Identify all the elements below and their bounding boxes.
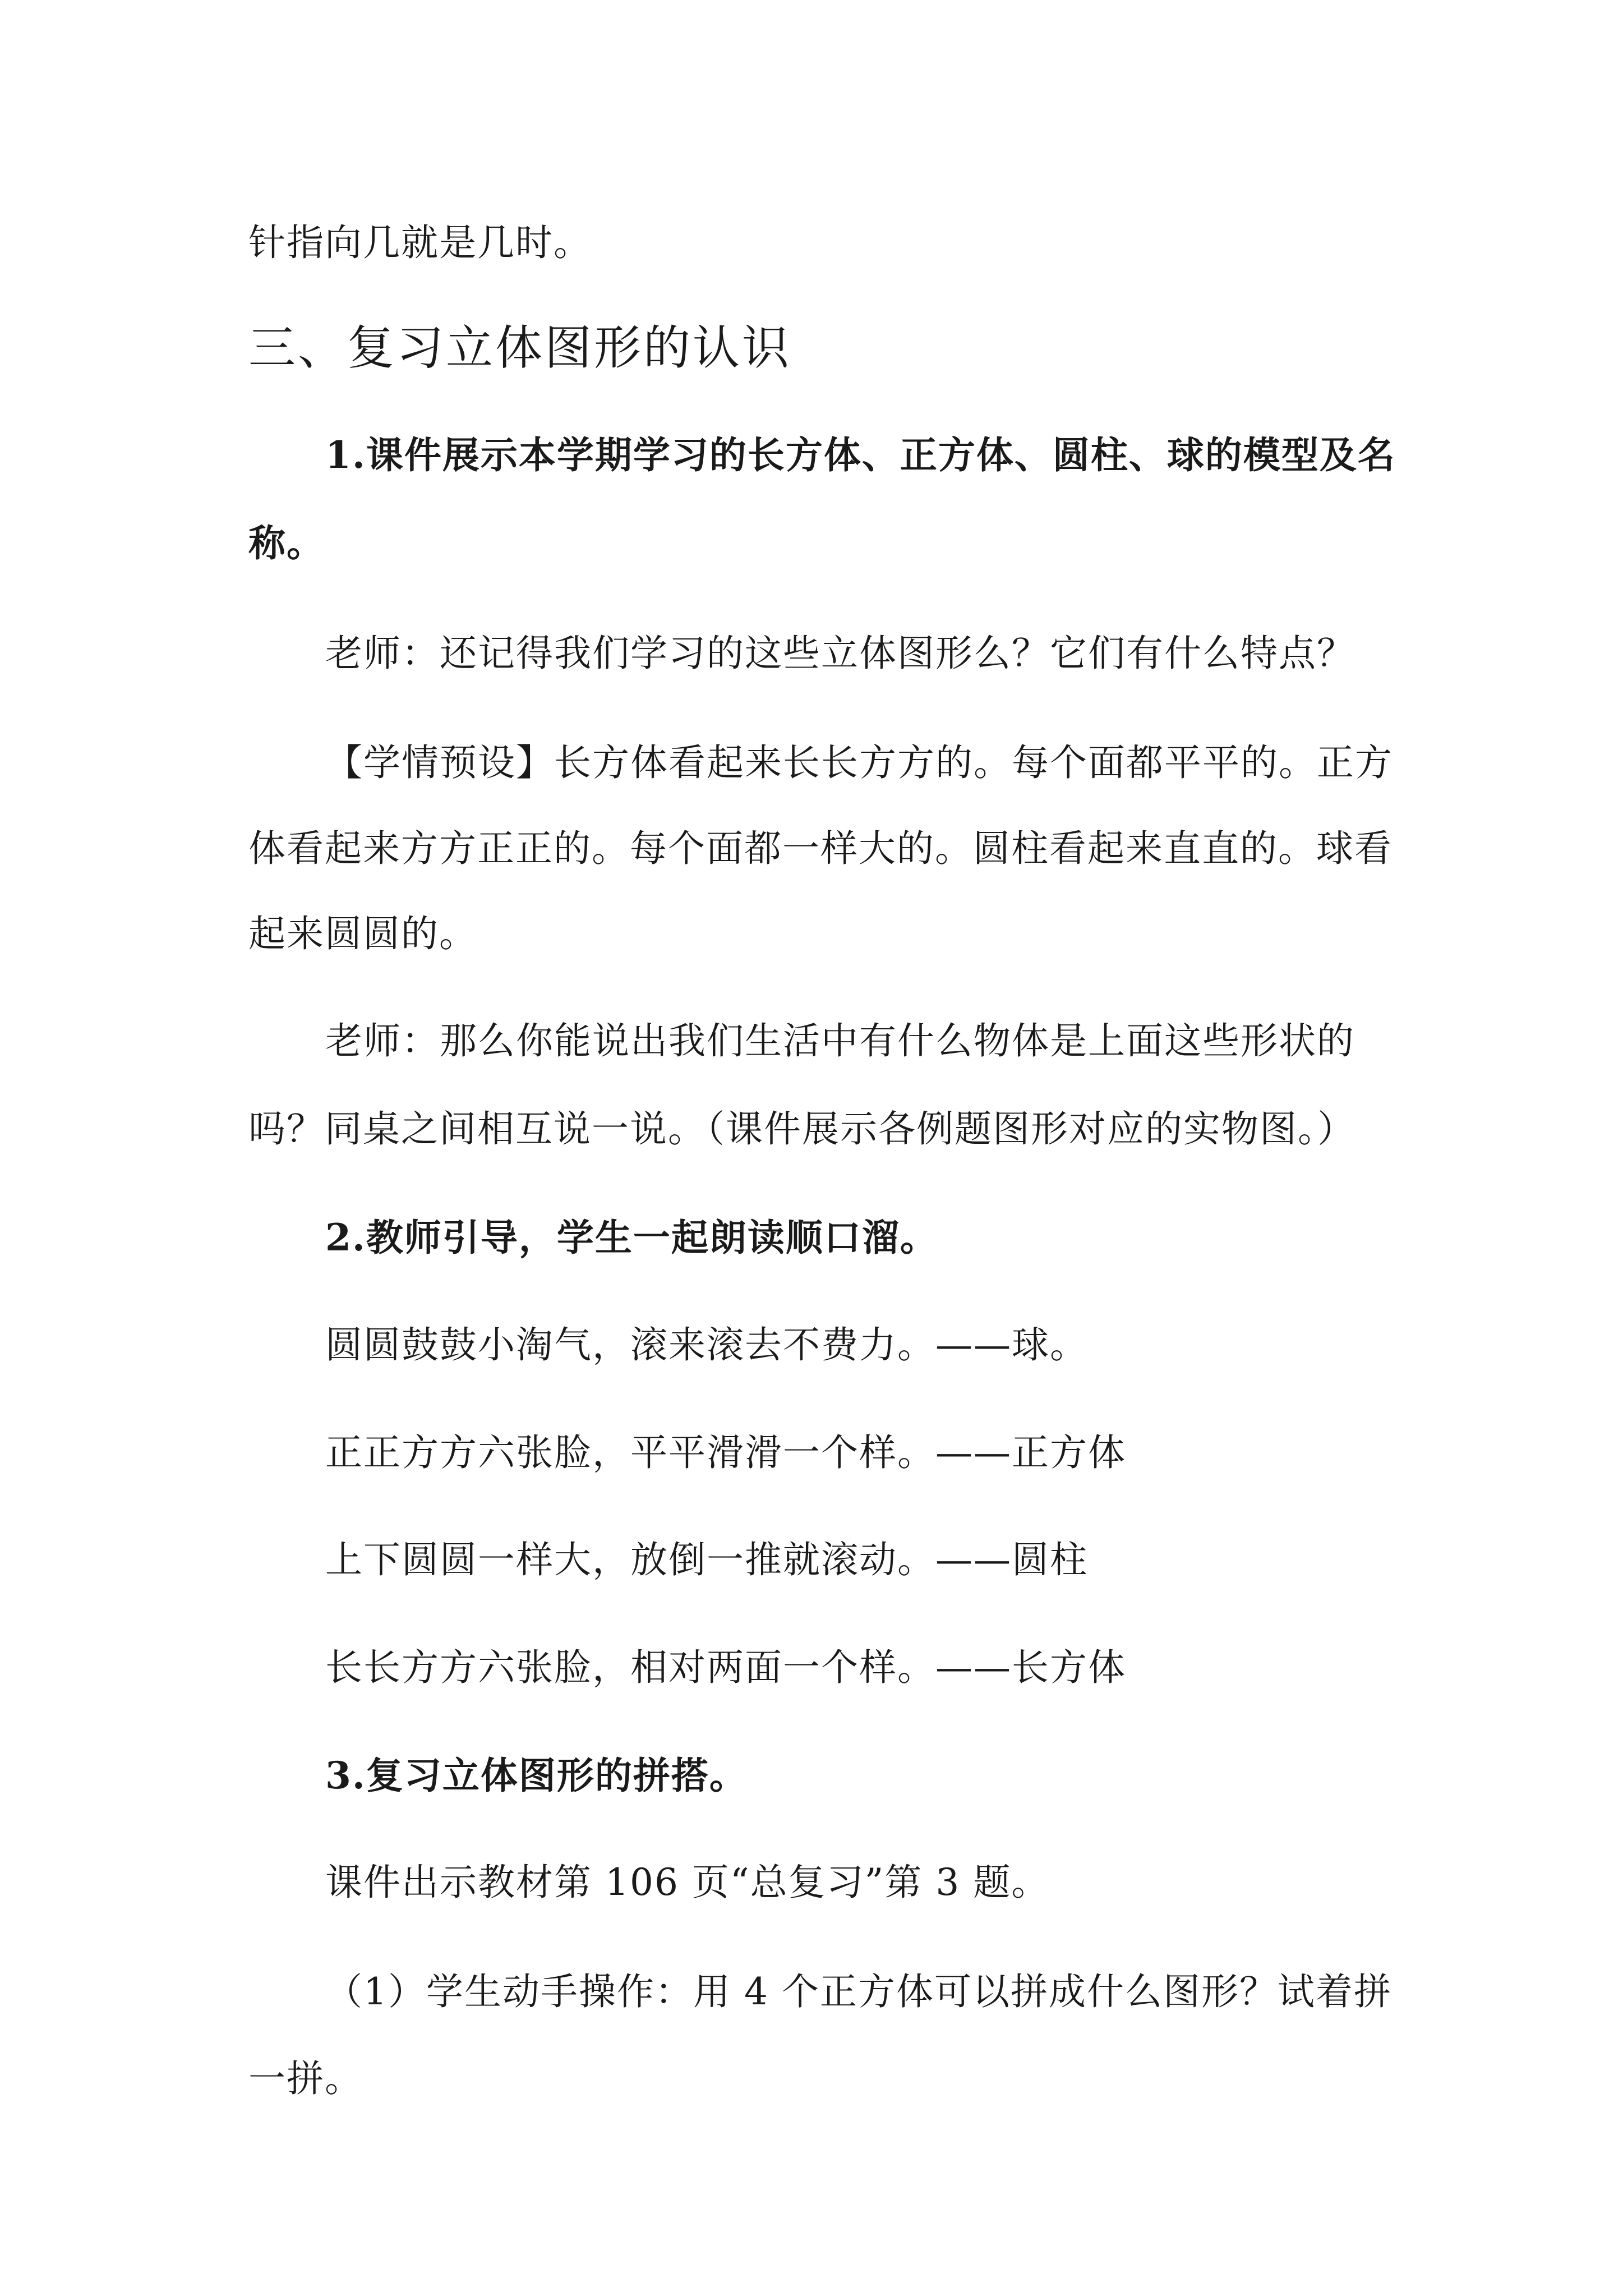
rhyme-line: 圆圆鼓鼓小淘气，滚来滚去不费力。——球。 [325, 1323, 1088, 1366]
paragraph-line: 起来圆圆的。 [248, 912, 477, 955]
subheading-line: 2.教师引导，学生一起朗读顺口溜。 [325, 1216, 938, 1259]
paragraph-line: 吗？同桌之间相互说一说。（课件展示各例题图形对应的实物图。） [248, 1107, 1355, 1151]
paragraph-line: 针指向几就是几时。 [248, 221, 592, 264]
paragraph-line: 体看起来方方正正的。每个面都一样大的。圆柱看起来直直的。球看 [248, 827, 1393, 870]
paragraph-line: 一拼。 [248, 2057, 363, 2100]
paragraph-line: 【学情预设】长方体看起来长长方方的。每个面都平平的。正方 [325, 741, 1393, 784]
paragraph-line: 课件出示教材第 106 页“总复习”第 3 题。 [325, 1861, 1050, 1904]
rhyme-line: 正正方方六张脸，平平滑滑一个样。——正方体 [325, 1431, 1126, 1474]
paragraph-line: （1）学生动手操作：用 4 个正方体可以拼成什么图形？试着拼 [325, 1970, 1392, 2013]
rhyme-line: 长长方方六张脸，相对两面一个样。——长方体 [325, 1646, 1126, 1689]
rhyme-line: 上下圆圆一样大，放倒一推就滚动。——圆柱 [325, 1538, 1088, 1581]
section-heading: 三、复习立体图形的认识 [248, 320, 792, 375]
subheading-line: 称。 [248, 521, 325, 565]
subheading-line: 1.课件展示本学期学习的长方体、正方体、圆柱、球的模型及名 [325, 433, 1396, 477]
paragraph-line: 老师：还记得我们学习的这些立体图形么？它们有什么特点？ [325, 632, 1355, 675]
paragraph-line: 老师：那么你能说出我们生活中有什么物体是上面这些形状的 [325, 1019, 1355, 1062]
subheading-line: 3.复习立体图形的拼搭。 [325, 1754, 748, 1797]
